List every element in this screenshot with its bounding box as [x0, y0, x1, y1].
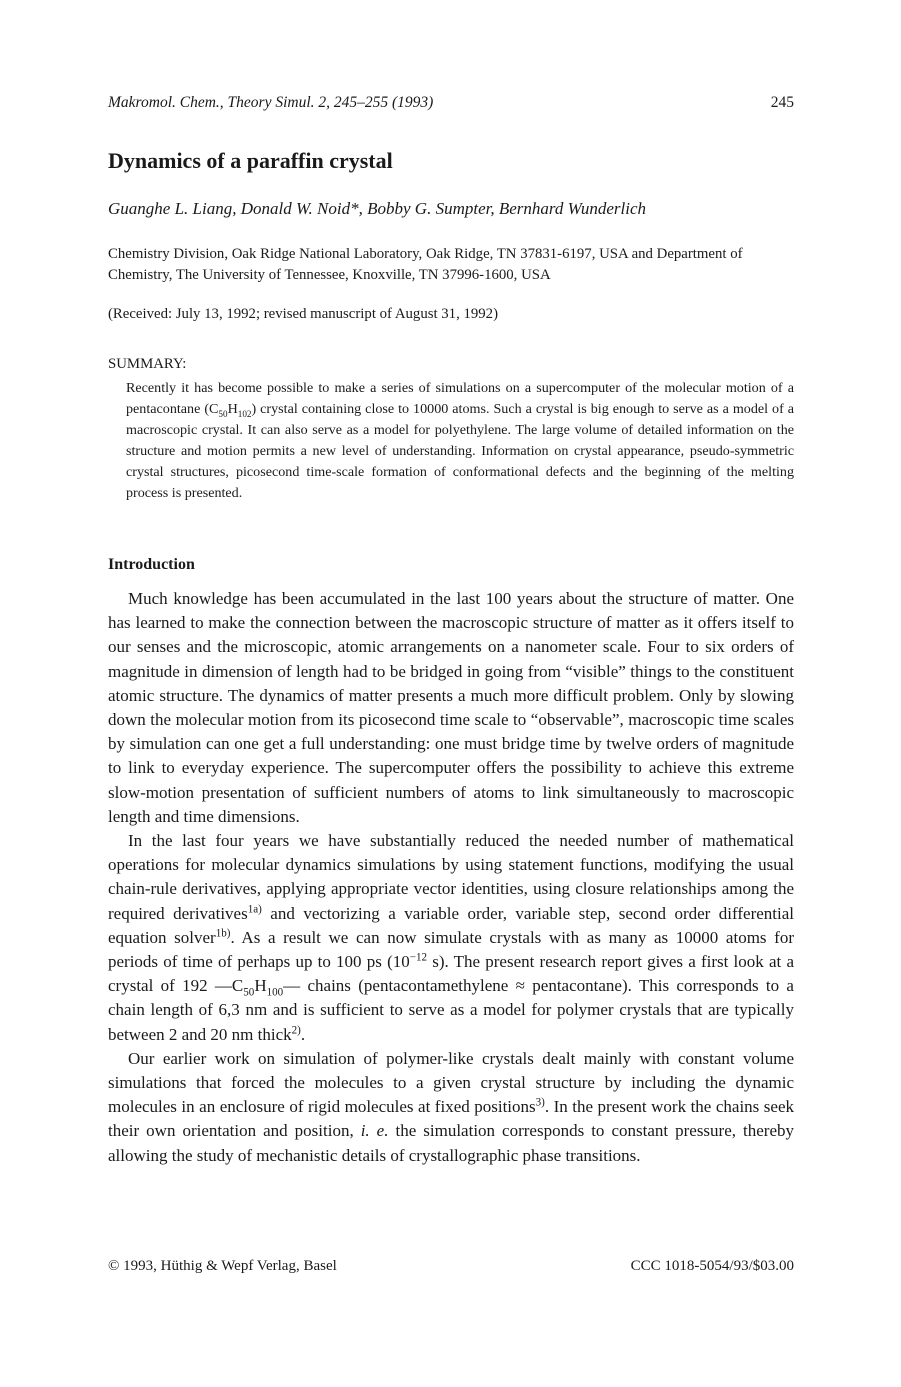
- affiliation: Chemistry Division, Oak Ridge National Laboratory, Oak Ridge, TN 37831-6197, USA and Department of Chemistry, The University of Tennessee, Knoxville, TN 37996-1600, USA: [108, 246, 743, 283]
- paragraph: In the last four years we have substantially reduced the needed number of mathematical operations for molecular dynamics simulations by using statement functions, modifying the usual chain-rule derivatives, applying appropriate vector identities, using closure relationships among the required derivatives$^{1a)}$ and vectorizing a variable order, variable step, second order differential equation solver$^{1b)}$. As a result we can now simulate crystals with as many as 10000 atoms for periods of time of perhaps up to 100 ps ($10^{-12}$ s). The present research report gives a first look at a crystal of 192 $—C_{50}H_{100}—$ chains (pentacontamethylene ≈ pentacontane). This corresponds to a chain length of 6,3 nm and is sufficient to serve as a model for polymer crystals that are typically between 2 and 20 nm thick$^{2)}$.: [108, 831, 795, 1044]
- author-list: Guanghe L. Liang, Donald W. Noid*, Bobby G. Sumpter, Bernhard Wunderlich: [108, 199, 647, 218]
- journal-citation: Makromol. Chem., Theory Simul. 2, 245–255 (1993): [108, 94, 434, 111]
- running-head: [108, 94, 794, 112]
- page-footer: [108, 1258, 794, 1275]
- paragraph: Much knowledge has been accumulated in the last 100 years about the structure of matter. One has learned to make the connection between the macroscopic structure of matter as it offers itself to our senses and the microscopic, atomic arrangements on a nanometer scale. Four to six orders of magnitude in dimension of length had to be bridged in going from “visible” things to the constituent atomic structure. The dynamics of matter presents a much more difficult problem. Only by slowing down the molecular motion from its picosecond time scale to “observable”, macroscopic time scales by simulation can one get a full understanding: one must bridge time by twelve orders of magnitude to link to everyday experience. The supercomputer offers the possibility to achieve this extreme slow-motion presentation of sufficient numbers of atoms to link simultaneously to macroscopic length and time dimensions.: [108, 589, 794, 826]
- paragraph: Our earlier work on simulation of polymer-like crystals dealt mainly with constant volume simulations that forced the molecules to a given crystal structure by including the dynamic molecules in an enclosure of rigid molecules at fixed positions$^{3)}$. In the present work the chains seek their own orientation and position, i. e. the simulation corresponds to constant pressure, thereby allowing the study of mechanistic details of crystallographic phase transitions.: [108, 1048, 794, 1165]
- paper-title: Dynamics of a paraffin crystal: [108, 148, 393, 173]
- ccc-code: CCC 1018-5054/93/$03.00: [630, 1258, 794, 1274]
- received-date: (Received: July 13, 1992; revised manuscript of August 31, 1992): [108, 306, 499, 322]
- summary-heading: SUMMARY:: [108, 356, 187, 372]
- page-number: 245: [770, 94, 794, 111]
- introduction-heading: Introduction: [108, 556, 195, 573]
- summary-text: Recently it has become possible to make a series of simulations on a supercomputer of the molecular motion of a pentacontane $(C_{50}H_{102})$ crystal containing close to 10000 atoms. Such a crystal is big enough to serve as a model of a macroscopic crystal. It can also serve as a model for polyethylene. The large volume of detailed information on the structure and motion permits a new level of understanding. Information on crystal appearance, pseudo-symmetric crystal structures, picosecond time-scale formation of conformational defects and the beginning of the melting process is presented.: [126, 380, 794, 501]
- introduction-body: [108, 587, 794, 1168]
- copyright-notice: © 1993, Hüthig & Wepf Verlag, Basel: [108, 1258, 337, 1274]
